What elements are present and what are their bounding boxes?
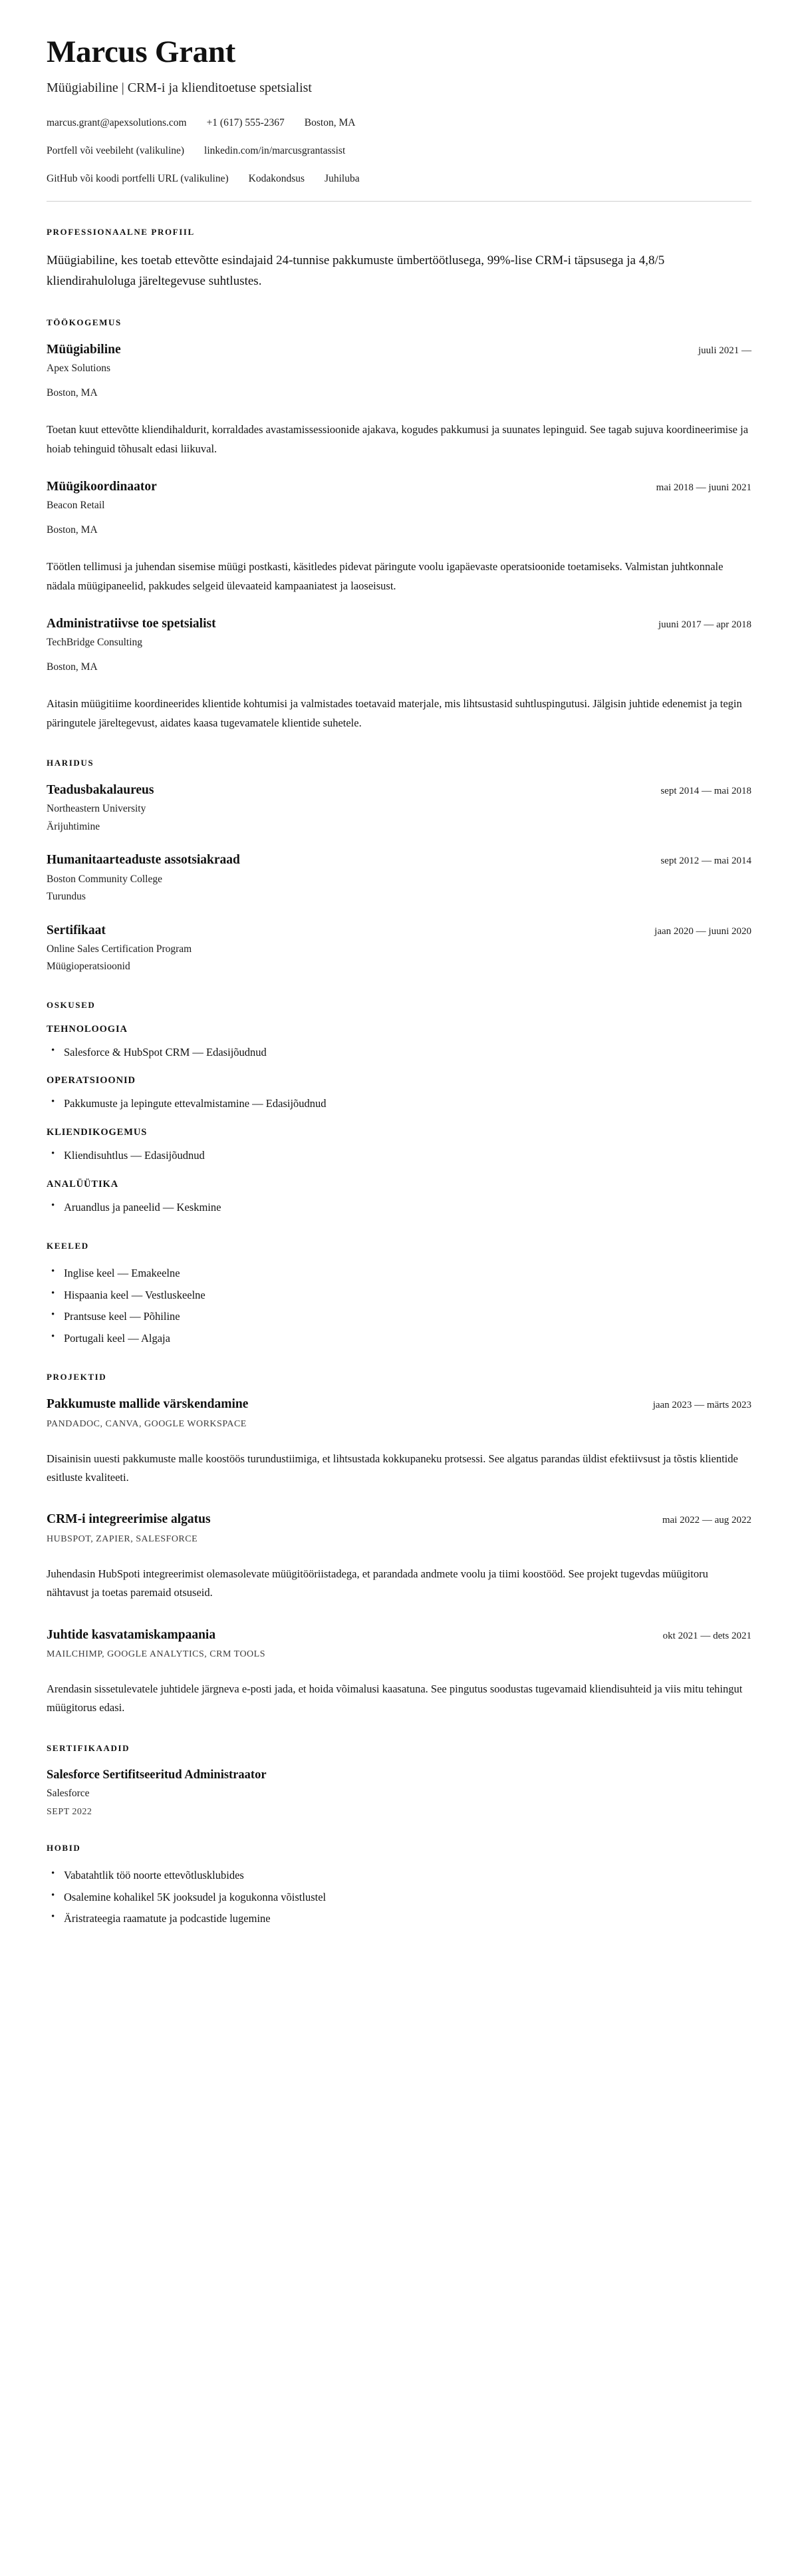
language-item: • Hispaania keel — Vestluskeelne: [47, 1287, 751, 1304]
section-title-education: HARIDUS: [47, 758, 94, 768]
skill-group: [47, 1127, 751, 1164]
section-title-skills: OSKUSED: [47, 999, 96, 1010]
project-entry-head: [47, 1396, 751, 1412]
section-experience: [47, 317, 751, 732]
education-entry: [47, 852, 751, 904]
experience-company: Apex Solutions: [47, 363, 111, 375]
skill-category-label: TEHNOLOOGIA: [47, 1023, 128, 1035]
section-languages: [47, 1241, 751, 1347]
skill-list: [47, 1044, 751, 1061]
certification-entry: [47, 1767, 751, 1818]
contact-row-3: [47, 171, 751, 186]
project-name: CRM-i integreerimise algatus: [47, 1512, 211, 1527]
skill-category-label: OPERATSIOONID: [47, 1075, 136, 1086]
education-date: sept 2012 — mai 2014: [660, 856, 751, 867]
education-school: Boston Community College: [47, 873, 162, 885]
candidate-headline: Müügiabiline | CRM-i ja klienditoetuse spetsialist: [47, 80, 312, 95]
resume-header: [47, 35, 751, 202]
skill-item: • Salesforce & HubSpot CRM — Edasijõudnud: [47, 1044, 751, 1061]
education-entry-head: [47, 852, 751, 868]
hobby-list: [47, 1867, 751, 1927]
skill-list: [47, 1095, 751, 1112]
project-tech-stack: MAILCHIMP, GOOGLE ANALYTICS, CRM TOOLS: [47, 1649, 265, 1659]
project-entry: [47, 1627, 751, 1718]
project-date: okt 2021 — dets 2021: [662, 1630, 751, 1641]
skill-group: [47, 1075, 751, 1112]
project-tech-stack: HUBSPOT, ZAPIER, SALESFORCE: [47, 1533, 198, 1544]
language-item: • Portugali keel — Algaja: [47, 1330, 751, 1347]
experience-entry: [47, 615, 751, 732]
contact-row-2: [47, 143, 751, 158]
section-profile: [47, 227, 751, 292]
contact-linkedin[interactable]: linkedin.com/in/marcusgrantassist: [204, 144, 346, 156]
skill-item: • Pakkumuste ja lepingute ettevalmistamine — Edasijõudnud: [47, 1095, 751, 1112]
experience-role: Müügiabiline: [47, 342, 121, 357]
education-degree: Sertifikaat: [47, 923, 106, 937]
section-projects: [47, 1372, 751, 1717]
experience-description: Aitasin müügitiime koordineerides klientide kohtumisi ja valmistades toetavaid materjale, mis lihtsustasid suhtluspingutusi. Jälgisin juhtide edenemist ja tegin päringutele järeltegevust, aidates kaasa tugevamatele klientide suhetele.: [47, 697, 742, 729]
project-date: jaan 2023 — märts 2023: [652, 1400, 751, 1411]
education-date: jaan 2020 — juuni 2020: [654, 925, 751, 937]
certification-date: SEPT 2022: [47, 1807, 92, 1818]
education-entry: [47, 782, 751, 834]
experience-entry-head: [47, 478, 751, 495]
project-name: Juhtide kasvatamiskampaania: [47, 1627, 216, 1642]
contact-email[interactable]: marcus.grant@apexsolutions.com: [47, 116, 187, 128]
project-entry: [47, 1511, 751, 1602]
skill-list: [47, 1199, 751, 1216]
contact-citizenship: Kodakondsus: [248, 173, 305, 185]
experience-role: Müügikoordinaator: [47, 479, 157, 494]
experience-entry-head: [47, 615, 751, 632]
skill-category-label: ANALÜÜTIKA: [47, 1178, 119, 1190]
section-education: [47, 758, 751, 975]
experience-entry: [47, 478, 751, 595]
language-item: • Prantsuse keel — Põhiline: [47, 1308, 751, 1325]
project-description: Juhendasin HubSpoti integreerimist olemasolevate müügitööriistadega, et parandada andmete voolu ja tiimi koostööd. See projekt tugevdas müügitoru nähtavust ja toetas paremaid otsuseid.: [47, 1567, 708, 1599]
language-list: [47, 1265, 751, 1347]
experience-location: Boston, MA: [47, 661, 98, 673]
section-title-profile: PROFESSIONAALNE PROFIIL: [47, 227, 195, 238]
education-entry: [47, 922, 751, 975]
section-title-projects: PROJEKTID: [47, 1372, 107, 1382]
section-title-experience: TÖÖKOGEMUS: [47, 317, 122, 327]
candidate-name: Marcus Grant: [47, 35, 236, 69]
project-description: Disainisin uuesti pakkumuste malle koostöös turundustiimiga, et lihtsustada kokkupaneku protsessi. See algatus parandas üldist efektiivsust ja tõstis klientide esitluste kvaliteeti.: [47, 1452, 738, 1484]
profile-summary-text: Müügiabiline, kes toetab ettevõtte esindajaid 24-tunnise pakkumuste ümbertöötlusega, 99%-lise CRM-i täpsusega ja 4,8/5 kliendirahuloluga järeltegevuse suhtlustes.: [47, 253, 665, 289]
education-field: Turundus: [47, 891, 86, 903]
project-tech-stack: PANDADOC, CANVA, GOOGLE WORKSPACE: [47, 1418, 247, 1429]
experience-role: Administratiivse toe spetsialist: [47, 616, 216, 631]
section-hobbies: [47, 1843, 751, 1927]
contact-location: Boston, MA: [304, 116, 356, 128]
contact-github[interactable]: GitHub või koodi portfelli URL (valikuline): [47, 173, 229, 185]
skill-category-label: KLIENDIKOGEMUS: [47, 1126, 148, 1138]
certification-name: Salesforce Sertifitseeritud Administraator: [47, 1768, 267, 1782]
project-entry-head: [47, 1511, 751, 1528]
experience-company: Beacon Retail: [47, 500, 105, 512]
skill-item: • Kliendisuhtlus — Edasijõudnud: [47, 1147, 751, 1164]
education-entry-head: [47, 922, 751, 939]
contact-row-1: [47, 115, 751, 130]
section-title-certifications: SERTIFIKAADID: [47, 1742, 130, 1753]
experience-entry: [47, 341, 751, 458]
contact-drivers-license: Juhiluba: [325, 173, 360, 185]
education-school: Northeastern University: [47, 803, 146, 815]
header-divider: [47, 201, 751, 202]
skill-list: [47, 1147, 751, 1164]
language-item: • Inglise keel — Emakeelne: [47, 1265, 751, 1282]
experience-entry-head: [47, 341, 751, 358]
experience-location: Boston, MA: [47, 524, 98, 536]
section-certifications: [47, 1743, 751, 1818]
certification-issuer: Salesforce: [47, 1787, 90, 1799]
section-title-hobbies: HOBID: [47, 1843, 81, 1853]
experience-date: juuni 2017 — apr 2018: [658, 619, 751, 630]
project-entry-head: [47, 1627, 751, 1643]
experience-company: TechBridge Consulting: [47, 637, 142, 649]
contact-portfolio[interactable]: Portfell või veebileht (valikuline): [47, 144, 185, 156]
section-skills: [47, 1000, 751, 1215]
experience-description: Töötlen tellimusi ja juhendan sisemise müügi postkasti, käsitledes pidevat päringute voolu igapäevaste operatsioonide toetamiseks. Valmistan juhtkonnale nädala müügipaneelid, pakkudes selgeid ülevaateid kampaaniatest ja laoseisust.: [47, 560, 724, 592]
experience-date: mai 2018 — juuni 2021: [656, 482, 751, 493]
education-field: Ärijuhtimine: [47, 820, 100, 832]
project-entry: [47, 1396, 751, 1487]
certification-entry-head: [47, 1767, 751, 1783]
education-date: sept 2014 — mai 2018: [660, 786, 751, 796]
skill-group: [47, 1024, 751, 1061]
hobby-item: • Vabatahtlik töö noorte ettevõtlusklubides: [47, 1867, 751, 1884]
education-degree: Teadusbakalaureus: [47, 783, 154, 797]
experience-date: juuli 2021 —: [698, 345, 751, 356]
contact-phone[interactable]: +1 (617) 555-2367: [206, 116, 285, 128]
hobby-item: • Osalemine kohalikel 5K jooksudel ja kogukonna võistlustel: [47, 1889, 751, 1906]
education-school: Online Sales Certification Program: [47, 943, 192, 955]
project-date: mai 2022 — aug 2022: [662, 1515, 751, 1526]
experience-description: Toetan kuut ettevõtte kliendihaldurit, korraldades avastamissessioonide ajakava, kogudes pakkumusi ja suunates lepinguid. See tagab sujuva koordineerimise ja hoiab tehinguid tõhusalt edasi liikuval.: [47, 423, 749, 455]
project-name: Pakkumuste mallide värskendamine: [47, 1397, 249, 1412]
education-entry-head: [47, 782, 751, 798]
skill-group: [47, 1179, 751, 1216]
education-degree: Humanitaarteaduste assotsiakraad: [47, 853, 240, 868]
section-title-languages: KEELED: [47, 1241, 89, 1251]
experience-location: Boston, MA: [47, 387, 98, 399]
project-description: Arendasin sissetulevatele juhtidele järgneva e-posti jada, et hoida võimalusi kaasatuna. See pingutus soodustas tugevamaid kliendisuhteid ja viis mitu tehingut müügitorus edasi.: [47, 1682, 743, 1714]
resume-document: [47, 35, 751, 1927]
skill-item: • Aruandlus ja paneelid — Keskmine: [47, 1199, 751, 1216]
education-field: Müügioperatsioonid: [47, 961, 130, 973]
hobby-item: • Äristrateegia raamatute ja podcastide lugemine: [47, 1910, 751, 1927]
